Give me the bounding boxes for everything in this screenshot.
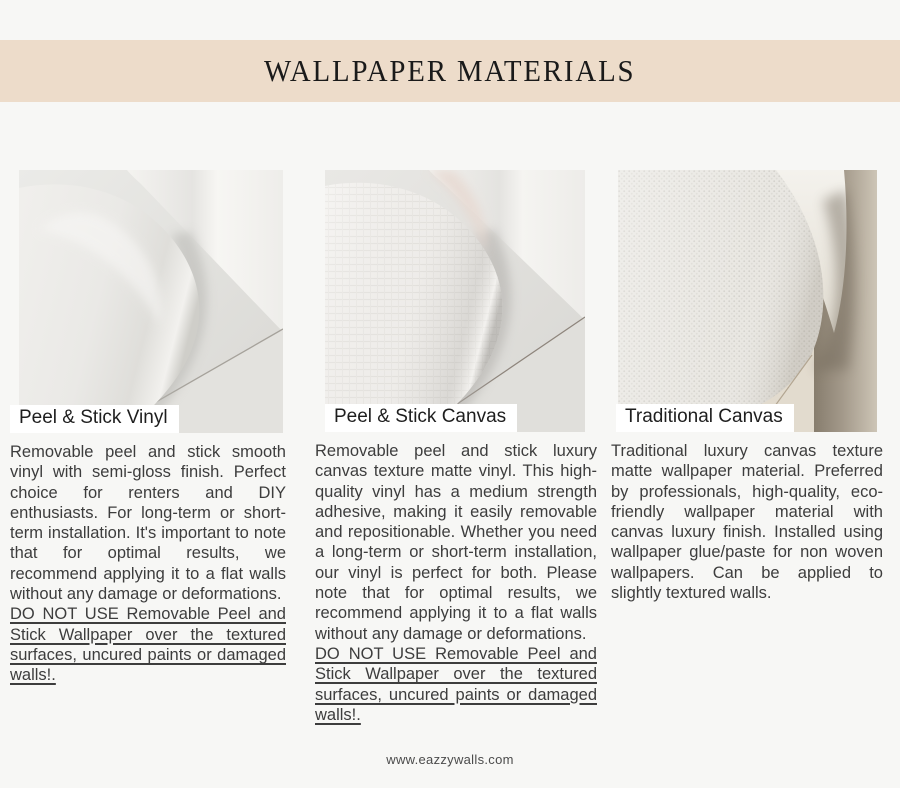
canvas-texture-curled-sheet-photo: [325, 170, 585, 432]
material-label-peel-stick-canvas: Peel & Stick Canvas: [325, 404, 517, 432]
woven-canvas-curled-sheet-photo: [618, 170, 877, 432]
material-card-peel-stick-canvas: [315, 170, 597, 725]
material-label-traditional-canvas: Traditional Canvas: [616, 404, 794, 432]
page-title: WALLPAPER MATERIALS: [264, 53, 636, 88]
material-label-peel-stick-vinyl: Peel & Stick Vinyl: [10, 405, 179, 433]
material-card-peel-stick-vinyl: [10, 170, 286, 686]
material-warning: DO NOT USE Removable Peel and Stick Wallpaper over the textured surfaces, uncured paints or damaged walls!.: [315, 644, 597, 724]
sample-photo-frame: [325, 170, 585, 432]
smooth-vinyl-curled-sheet-photo: [19, 170, 283, 433]
sample-photo-frame: [19, 170, 283, 433]
sample-photo-frame: [618, 170, 877, 432]
material-warning: DO NOT USE Removable Peel and Stick Wallpaper over the textured surfaces, uncured paints or damaged walls!.: [10, 605, 286, 685]
website-url: www.eazzywalls.com: [386, 752, 514, 767]
material-description: Removable peel and stick luxury canvas texture matte vinyl. This high-quality vinyl has a medium strength adhesive, making it easily removable and repositionable. Whether you need a long-term or short-term installation, our vinyl is perfect for both. Please note that for optimal results, we recommend applying it to a flat walls without any damage or deformations.: [315, 442, 597, 643]
title-band: [0, 40, 900, 102]
material-card-traditional-canvas: [611, 170, 883, 603]
material-description: Traditional luxury canvas texture matte wallpaper material. Preferred by professionals, high-quality, eco-friendly wallpaper material with canvas luxury finish. Installed using wallpaper glue/paste for non woven wallpapers. Can be applied to slightly textured walls.: [611, 442, 883, 603]
material-description: Removable peel and stick smooth vinyl with semi-gloss finish. Perfect choice for renters and DIY enthusiasts. For long-term or short-term installation. It's important to note that for optimal results, we recommend applying it to a flat walls without any damage or deformations.: [10, 443, 286, 604]
